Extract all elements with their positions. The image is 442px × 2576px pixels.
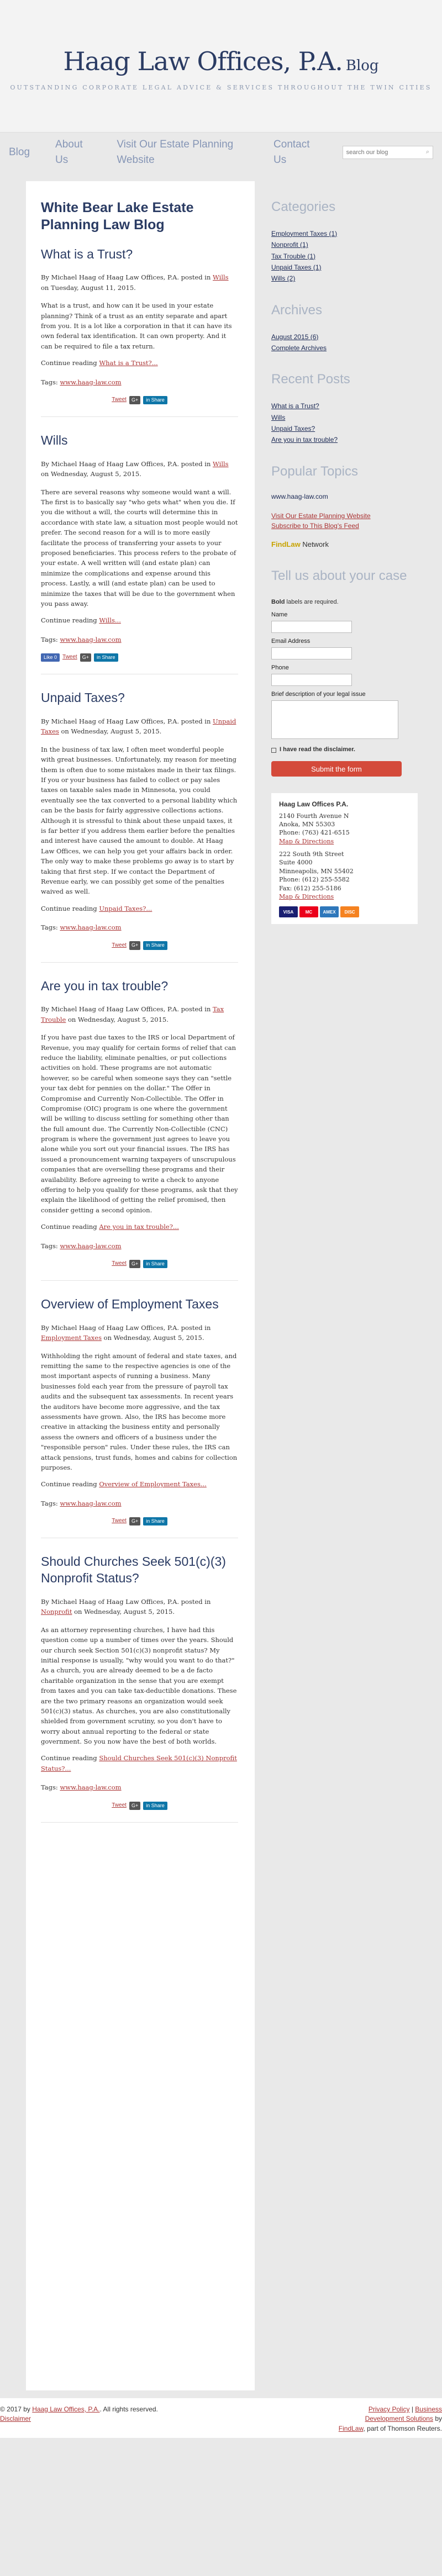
post-date: on Tuesday, August 11, 2015. bbox=[41, 283, 136, 292]
linkedin-share-icon[interactable]: in Share bbox=[94, 653, 118, 662]
rights-text: . All rights reserved. bbox=[99, 2405, 158, 2413]
category-link[interactable]: Employment Taxes (1) bbox=[271, 229, 338, 237]
archive-link[interactable]: Complete Archives bbox=[271, 344, 327, 352]
required-bold: Bold bbox=[271, 598, 285, 605]
blog-post bbox=[41, 432, 238, 674]
site-footer bbox=[0, 2398, 442, 2438]
continue-reading-link[interactable]: Should Churches Seek 501(c)(3) Nonprofit Status?... bbox=[41, 1754, 237, 1772]
search-box bbox=[343, 146, 433, 159]
page-title: White Bear Lake Estate Planning Law Blog bbox=[41, 200, 194, 233]
tag-link[interactable]: www.haag-law.com bbox=[60, 1499, 122, 1507]
email-label: Email Address bbox=[271, 638, 311, 645]
continue-reading-link[interactable]: Unpaid Taxes?... bbox=[99, 904, 152, 912]
post-category-link[interactable]: Wills bbox=[213, 273, 229, 282]
case-form bbox=[271, 567, 429, 777]
required-note bbox=[271, 598, 429, 607]
share-bar bbox=[41, 1260, 238, 1268]
post-category-link[interactable]: Nonprofit bbox=[41, 1608, 72, 1616]
site-title[interactable] bbox=[0, 43, 442, 80]
continue-reading-link[interactable]: Overview of Employment Taxes... bbox=[99, 1480, 207, 1488]
map-directions-link[interactable]: Map & Directions bbox=[279, 893, 334, 901]
share-bar bbox=[41, 396, 238, 404]
continue-reading bbox=[41, 904, 238, 914]
amex-card-icon: AMEX bbox=[320, 906, 339, 917]
submit-button[interactable]: Submit the form bbox=[271, 761, 402, 777]
continue-reading bbox=[41, 615, 238, 625]
continue-label: Continue reading bbox=[41, 904, 99, 912]
post-tags bbox=[41, 1782, 238, 1792]
contact-info bbox=[271, 793, 418, 924]
main-content bbox=[26, 181, 255, 2390]
tag-link[interactable]: www.haag-law.com bbox=[60, 378, 122, 386]
post-meta bbox=[41, 1323, 238, 1343]
post-paragraph: There are several reasons why someone would want a will. The first is to basically say "who gets what" when you die. If you die without a will, the courts will determine this in accordance with state law, a situation most people would not prefer. The second reason for a will is to more easily facilitate the process of transferring your assets to your proposed beneficiaries. This process refers to the probate of your estate. A well written will (and estate plan) can minimize the complications and expense around this process. Lastly, a will (and estate plan) can be used to minimize the taxes that will be due to the government when you pass away. bbox=[41, 488, 238, 608]
post-title[interactable]: What is a Trust? bbox=[41, 246, 133, 261]
address-line: Minneapolis, MN 55402 bbox=[279, 867, 354, 875]
blog-post bbox=[41, 1554, 238, 1822]
recent-post-link[interactable]: Unpaid Taxes? bbox=[271, 424, 315, 432]
share-bar bbox=[41, 941, 238, 949]
required-rest: labels are required. bbox=[285, 598, 339, 605]
category-link[interactable]: Nonprofit (1) bbox=[271, 241, 308, 249]
google-plus-icon[interactable]: G+ bbox=[80, 653, 91, 662]
continue-reading bbox=[41, 1479, 238, 1489]
tag-link[interactable]: www.haag-law.com bbox=[60, 1242, 122, 1250]
office-anoka bbox=[279, 812, 410, 846]
post-author: By Michael Haag of Haag Law Offices, P.A. posted in bbox=[41, 1598, 211, 1606]
blog-post bbox=[41, 246, 238, 417]
post-meta bbox=[41, 716, 238, 737]
disclaimer-checkbox[interactable] bbox=[271, 748, 276, 753]
archives-title: Archives bbox=[271, 302, 323, 318]
post-title[interactable]: Overview of Employment Taxes bbox=[41, 1297, 219, 1312]
visa-card-icon: VISA bbox=[279, 906, 298, 917]
footer-firm-link[interactable]: Haag Law Offices, P.A. bbox=[32, 2405, 100, 2413]
continue-label: Continue reading bbox=[41, 1223, 99, 1231]
thomson-text: , part of Thomson Reuters. bbox=[363, 2424, 442, 2432]
continue-reading-link[interactable]: What is a Trust?... bbox=[99, 359, 158, 367]
post-category-link[interactable]: Employment Taxes bbox=[41, 1334, 102, 1342]
nav-contact-us[interactable]: Contact Us bbox=[273, 139, 310, 166]
copyright-text: © 2017 by bbox=[0, 2405, 33, 2413]
post-list bbox=[41, 246, 238, 1823]
google-plus-icon[interactable]: G+ bbox=[129, 1517, 140, 1525]
sidebar bbox=[271, 181, 429, 2390]
linkedin-share-icon[interactable]: in Share bbox=[143, 941, 167, 949]
continue-label: Continue reading bbox=[41, 1480, 99, 1488]
post-paragraph: As an attorney representing churches, I have had this question come up a number of times over the years. Should our church seek Section 501(c)(3) nonprofit status? My initial response is usually, "why would you want to do that?" As a church, you are already deemed to be a de facto charitable organization in the sense that you are exempt from taxes and you can take tax-deductible donations. These are the two primary reasons an organization would seek 501(c)(3) status. As churches, you are also constitutionally shielded from government scrutiny, so you don't have to worry about annual reporting to the federal or state government. So you now have the best of both worlds. bbox=[41, 1625, 237, 1746]
post-paragraph: In the business of tax law, I often meet wonderful people with great businesses. Unfortunately, my reason for meeting them is often due to some mistakes made in their tax filings. If you or your business has failed to collect or pay sales taxes on taxable sales made in Minnesota, you could eventually see the tax converted to a personal liability which can be the basis for fairly aggressive collections actions. Although it is stressful to think about these unpaid taxes, it is far better if you address them earlier before the penalties and interest have caused the amount to double. At Haag Law Offices, we can help you get your affairs back in order. The only way to make these problems go away is to start by taking that first step. If we contact the Department of Revenue early, we can possibly get some of the penalties waived as well. bbox=[41, 745, 238, 896]
page-wrap bbox=[0, 181, 442, 2390]
categories-widget bbox=[271, 198, 429, 284]
continue-label: Continue reading bbox=[41, 359, 99, 367]
tag-link[interactable]: www.haag-law.com bbox=[60, 923, 122, 932]
blog-post bbox=[41, 1296, 238, 1538]
categories-title: Categories bbox=[271, 199, 336, 214]
linkedin-share-icon[interactable]: in Share bbox=[143, 1517, 167, 1525]
popular-topics-widget bbox=[271, 462, 429, 550]
post-author: By Michael Haag of Haag Law Offices, P.A. posted in bbox=[41, 1323, 211, 1332]
post-paragraph: What is a trust, and how can it be used in your estate planning? Think of a trust as an entity separate and apart from you. It is a lot like a corporation in that it can have its own federal tax identification. It can own property. And it can be required to file a tax return. bbox=[41, 302, 232, 350]
continue-reading bbox=[41, 1222, 238, 1232]
footer-findlaw-link[interactable]: FindLaw bbox=[338, 2424, 364, 2432]
post-category-link[interactable]: Unpaid Taxes bbox=[41, 717, 236, 736]
phone-label: Phone bbox=[271, 664, 289, 672]
share-bar bbox=[41, 653, 238, 662]
contact-firm: Haag Law Offices P.A. bbox=[279, 800, 349, 809]
privacy-link[interactable]: Privacy Policy bbox=[368, 2405, 410, 2413]
map-directions-link[interactable]: Map & Directions bbox=[279, 837, 334, 845]
recent-post-link[interactable]: Wills bbox=[271, 413, 286, 421]
tags-label: Tags: bbox=[41, 635, 60, 643]
category-link[interactable]: Unpaid Taxes (1) bbox=[271, 263, 322, 271]
post-title[interactable]: Wills bbox=[41, 432, 68, 447]
address-line: 222 South 9th Street bbox=[279, 851, 344, 858]
archives-widget bbox=[271, 301, 429, 354]
tags-label: Tags: bbox=[41, 378, 60, 386]
nav-blog[interactable]: Blog bbox=[9, 146, 30, 159]
linkedin-share-icon[interactable]: in Share bbox=[143, 396, 167, 404]
case-form-title: Tell us about your case bbox=[271, 568, 407, 583]
google-plus-icon[interactable]: G+ bbox=[129, 1802, 140, 1810]
main-nav bbox=[0, 135, 442, 170]
continue-label: Continue reading bbox=[41, 616, 99, 625]
search-icon[interactable]: ⌕ bbox=[425, 149, 429, 156]
google-plus-icon[interactable]: G+ bbox=[129, 941, 140, 949]
subscribe-feed-link[interactable]: Subscribe to This Blog's Feed bbox=[271, 521, 359, 530]
tweet-button[interactable]: Tweet bbox=[112, 942, 127, 948]
site-title-text[interactable]: Haag Law Offices, P.A. bbox=[63, 46, 343, 76]
category-link[interactable]: Tax Trouble (1) bbox=[271, 252, 316, 260]
search-input[interactable] bbox=[346, 149, 426, 156]
tag-link[interactable]: www.haag-law.com bbox=[60, 635, 122, 643]
post-category-link[interactable]: Tax Trouble bbox=[41, 1005, 224, 1023]
continue-reading-link[interactable]: Wills... bbox=[99, 616, 121, 625]
google-plus-icon[interactable]: G+ bbox=[129, 396, 140, 404]
post-author: By Michael Haag of Haag Law Offices, P.A. posted in bbox=[41, 717, 213, 726]
post-tags bbox=[41, 1241, 238, 1251]
post-date: on Wednesday, August 5, 2015. bbox=[66, 1015, 169, 1023]
google-plus-icon[interactable]: G+ bbox=[129, 1260, 140, 1268]
address-line: Anoka, MN 55303 bbox=[279, 820, 335, 828]
nav-about-us[interactable]: About Us bbox=[55, 139, 83, 166]
recent-post-link[interactable]: Are you in tax trouble? bbox=[271, 436, 338, 444]
facebook-like-button[interactable]: Like 0 bbox=[41, 653, 60, 662]
post-meta bbox=[41, 272, 238, 293]
footer-left bbox=[0, 2405, 158, 2434]
post-author: By Michael Haag of Haag Law Offices, P.A. posted in bbox=[41, 273, 213, 282]
tweet-button[interactable]: Tweet bbox=[112, 397, 127, 403]
name-label: Name bbox=[271, 611, 288, 619]
disclaimer-link[interactable]: Disclaimer bbox=[0, 2415, 31, 2423]
mastercard-icon: MC bbox=[299, 906, 318, 917]
post-paragraph: If you have past due taxes to the IRS or local Department of Revenue, you may qualify for certain forms of relief that can reduce the liability, eliminate penalties, or put collections activities on hold. These programs are not automatic however, so be careful when someone says they can "settle your tax debt for pennies on the dollar." The Offer in Compromise and Currently Non-Collectible. The Offer in Compromise (OIC) program is one where the government will be willing to discuss settling for something other than the full amount due. The Currently Non-Collectible (CNC) program is where the government just agrees to leave you alone while you sort out your financial issues. The IRS has issued a pronouncement warning taxpayers of unscrupulous companies that are overselling these programs and their availability. Before agreeing to write a check to anyone offering to help you qualify for these programs, ask that they explain the likelihood of getting the relief promised, then consider getting a second opinion. bbox=[41, 1033, 238, 1214]
business-solutions-link[interactable]: Business Development Solutions bbox=[365, 2405, 442, 2423]
category-link[interactable]: Wills (2) bbox=[271, 275, 296, 283]
tweet-button[interactable]: Tweet bbox=[112, 1260, 127, 1267]
site-header bbox=[0, 0, 442, 133]
post-meta bbox=[41, 459, 238, 479]
description-label: Brief description of your legal issue bbox=[271, 691, 366, 698]
disclaimer-label: I have read the disclaimer. bbox=[280, 746, 355, 753]
popular-topics-title: Popular Topics bbox=[271, 463, 358, 479]
post-title[interactable]: Unpaid Taxes? bbox=[41, 690, 125, 705]
name-field[interactable] bbox=[271, 621, 352, 633]
tweet-button[interactable]: Tweet bbox=[62, 654, 77, 661]
post-date: on Wednesday, August 5, 2015. bbox=[101, 1334, 204, 1342]
tags-label: Tags: bbox=[41, 1499, 60, 1507]
phone-line: Phone: (763) 421-6515 bbox=[279, 829, 350, 837]
post-tags bbox=[41, 377, 238, 387]
phone-field[interactable] bbox=[271, 674, 352, 686]
post-title[interactable]: Are you in tax trouble? bbox=[41, 978, 169, 993]
popular-topic-link[interactable]: www.haag-law.com bbox=[271, 493, 328, 501]
payment-cards bbox=[279, 906, 410, 917]
fax-line: Fax: (612) 255-5186 bbox=[279, 884, 341, 892]
post-date: on Wednesday, August 5, 2015. bbox=[72, 1608, 175, 1616]
recent-posts-widget bbox=[271, 370, 429, 445]
tags-label: Tags: bbox=[41, 1783, 60, 1792]
archive-link[interactable]: August 2015 (6) bbox=[271, 332, 319, 341]
post-author: By Michael Haag of Haag Law Offices, P.A. posted in bbox=[41, 1005, 213, 1013]
post-meta bbox=[41, 1004, 238, 1025]
findlaw-logo: FindLaw bbox=[271, 540, 301, 548]
post-author: By Michael Haag of Haag Law Offices, P.A. posted in bbox=[41, 460, 213, 468]
description-field[interactable] bbox=[271, 700, 398, 739]
post-category-link[interactable]: Wills bbox=[213, 460, 229, 468]
by-text: by bbox=[433, 2415, 442, 2423]
continue-reading bbox=[41, 1753, 238, 1773]
tweet-button[interactable]: Tweet bbox=[112, 1518, 127, 1524]
findlaw-network-label: Network bbox=[300, 540, 329, 548]
blog-post bbox=[41, 690, 238, 962]
site-tagline: OUTSTANDING CORPORATE LEGAL ADVICE & SERVICES THROUGHOUT THE TWIN CITIES bbox=[10, 83, 432, 91]
address-line: 2140 Fourth Avenue N bbox=[279, 812, 349, 820]
post-date: on Wednesday, August 5, 2015. bbox=[59, 727, 162, 736]
estate-planning-link[interactable]: Visit Our Estate Planning Website bbox=[271, 511, 371, 520]
recent-posts-title: Recent Posts bbox=[271, 372, 350, 387]
findlaw-network[interactable] bbox=[271, 540, 429, 550]
office-minneapolis bbox=[279, 850, 410, 901]
footer-right: Privacy Policy | Business Development Solutions by FindLaw, part of Thomson Reuters. bbox=[338, 2405, 442, 2432]
nav-estate-planning[interactable]: Visit Our Estate Planning Website bbox=[117, 139, 234, 166]
share-bar bbox=[41, 1517, 238, 1525]
email-field[interactable] bbox=[271, 647, 352, 659]
post-date: on Wednesday, August 5, 2015. bbox=[41, 470, 141, 478]
tags-label: Tags: bbox=[41, 1242, 60, 1250]
linkedin-share-icon[interactable]: in Share bbox=[143, 1802, 167, 1810]
post-meta bbox=[41, 1597, 238, 1617]
linkedin-share-icon[interactable]: in Share bbox=[143, 1260, 167, 1268]
share-bar bbox=[41, 1802, 238, 1810]
continue-reading bbox=[41, 358, 238, 368]
post-tags bbox=[41, 922, 238, 932]
tag-link[interactable]: www.haag-law.com bbox=[60, 1783, 122, 1792]
discover-card-icon: DISC bbox=[340, 906, 359, 917]
continue-reading-link[interactable]: Are you in tax trouble?... bbox=[99, 1223, 179, 1231]
tweet-button[interactable]: Tweet bbox=[112, 1802, 127, 1808]
tags-label: Tags: bbox=[41, 923, 60, 932]
post-tags bbox=[41, 1498, 238, 1508]
address-line: Suite 4000 bbox=[279, 859, 313, 867]
post-tags bbox=[41, 635, 238, 645]
post-paragraph: Withholding the right amount of federal and state taxes, and remitting the same to the respective agencies is one of the most important aspects of running a business. Many businesses fold each year from the pressure of payroll tax audits and the subsequent tax assessments. In recent years the auditors have become more aggressive, and the tax assessments have grown. Also, the IRS has become more creative in attacking the business entity and personally assess the owners and officers of a business under the "responsible person" rules. Under these rules, the IRS can attack pensions, trust funds, homes and cabins for collection purposes. bbox=[41, 1352, 238, 1471]
post-title[interactable]: Should Churches Seek 501(c)(3) Nonprofit Status? bbox=[41, 1554, 226, 1586]
phone-line: Phone: (612) 255-5582 bbox=[279, 876, 350, 884]
blog-post bbox=[41, 978, 238, 1281]
continue-label: Continue reading bbox=[41, 1754, 99, 1762]
recent-post-link[interactable]: What is a Trust? bbox=[271, 402, 319, 410]
blog-label: Blog bbox=[345, 57, 379, 74]
